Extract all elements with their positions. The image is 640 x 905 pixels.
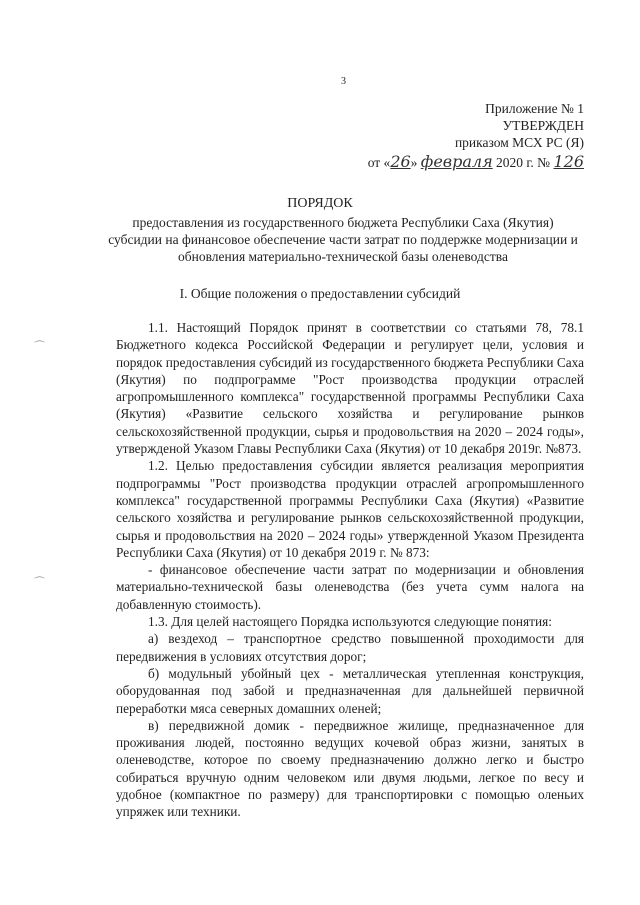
order-by-label: приказом МСХ РС (Я) xyxy=(454,135,584,150)
margin-pen-mark-2: ⌒ xyxy=(34,577,45,589)
handwritten-number: 126 xyxy=(553,152,584,171)
definition-a: а) вездеход – транспортное средство повышенной проходимости для передвижения в условиях отсутствия дорог; xyxy=(116,631,584,664)
date-mid: » xyxy=(410,155,418,170)
handwritten-month: февраля xyxy=(420,152,493,171)
definition-c: в) передвижной домик - передвижное жилище, предназначенное для проживания людей, постоянно ведущих кочевой образ жизни, занятых в оленеводстве, которое по своему предназначению должно легко и быстро собираться вручную одним человеком или двумя людьми, легкое по весу и удобное (компактное по размеру) для транспортировки с помощью оленьих упряжек или техники. xyxy=(116,717,584,820)
year-text: 2020 г. № xyxy=(496,155,551,170)
appendix-label: Приложение № 1 xyxy=(485,101,584,116)
approved-label: УТВЕРЖДЕН xyxy=(502,118,584,133)
paragraph-1-2: 1.2. Целью предоставления субсидии является реализация мероприятия подпрограммы "Рост производства продукции отраслей агропромышленного комплекса" государственной программы Республики Саха (Якутия) «Развитие сельского хозяйства и регулирование рынков сельскохозяйственной продукции, сырья и продовольствия на 2020 – 2024 годы» утвержденной Указом Президента Республики Саха (Якутия) от 10 декабря 2019 г. № 873: xyxy=(116,458,584,560)
order-date-line xyxy=(368,152,584,171)
section-title: I. Общие положения о предоставлении субсидий xyxy=(179,286,461,301)
paragraph-1-3: 1.3. Для целей настоящего Порядка используются следующие понятия: xyxy=(148,614,552,630)
date-prefix: от « xyxy=(367,155,391,170)
document-body xyxy=(116,319,584,821)
handwritten-day: 26 xyxy=(390,152,411,171)
paragraph-financing: - финансовое обеспечение части затрат по модернизации и обновления материально-технической базы оленеводства (без учета сумм налога на добавленную стоимость). xyxy=(116,562,584,612)
definition-b: б) модульный убойный цех - металлическая утепленная конструкция, оборудованная под забой и предназначенная для дальнейшей первичной переработки мяса северных домашних оленей; xyxy=(116,665,584,716)
margin-pen-mark-1: ⌒ xyxy=(34,341,45,353)
page-number: 3 xyxy=(341,76,346,87)
document-subtitle: предоставления из государственного бюджета Республики Саха (Якутия) субсидии на финансовое обеспечение части затрат по поддержке модернизации и обновления материально-технической базы оленеводства xyxy=(108,215,578,264)
document-title: ПОРЯДОК xyxy=(287,196,353,211)
paragraph-1-1: 1.1. Настоящий Порядок принят в соответствии со статьями 78, 78.1 Бюджетного кодекса Российской Федерации и регулирует цели, условия и порядок предоставления субсидий из государственного бюджета Республики Саха (Якутия) по подпрограмме "Рост производства продукции отраслей агропромышленного комплекса" государственной программы Республики Саха (Якутия) «Развитие сельского хозяйства и регулирование рынков сельскохозяйственной продукции, сырья и продовольствия на 2020 – 2024 годы», утвержденой Указом Главы Республики Саха (Якутия) от 10 декабря 2019г. №873. xyxy=(116,320,584,457)
